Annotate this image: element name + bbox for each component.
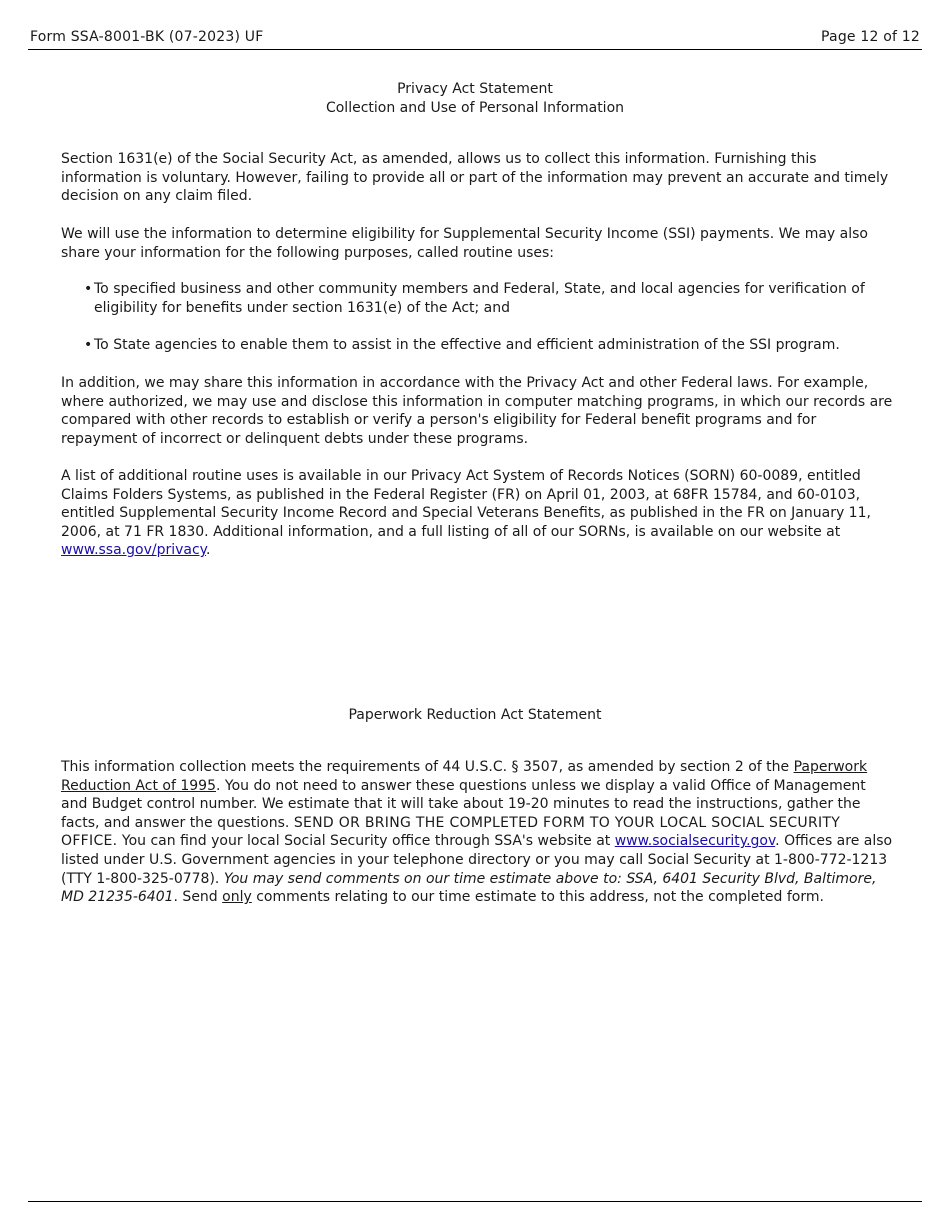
privacy-title: Privacy Act Statement [397, 81, 553, 97]
privacy-paragraph-1: Section 1631(e) of the Social Security Act, as amended, allows us to collect this information. Furnishing this information is voluntary. However, failing to provide all or part of the information may prevent an accurate and timely decision on any claim filed. [61, 151, 889, 205]
privacy-subtitle: Collection and Use of Personal Information [325, 100, 625, 116]
paperwork-paragraph [61, 758, 893, 907]
bullet-icon: • [84, 337, 93, 353]
comments-address: You may send comments on our time estimate above to: SSA, 6401 Security Blvd, Baltimore, MD 21235-6401 [61, 870, 877, 906]
paperwork-act-link[interactable]: Paperwork Reduction Act of 1995 [61, 759, 868, 794]
bullet-icon: • [84, 281, 93, 297]
pra-text-6: comments relating to our time estimate to this address, not the completed form. [256, 889, 824, 906]
privacy-paragraph-4 [61, 467, 893, 560]
routine-use-item [84, 280, 884, 317]
pra-text-1: This information collection meets the requirements of 44 U.S.C. § 3507, as amended by section 2 of the [61, 759, 790, 775]
privacy-link[interactable]: www.ssa.gov/privacy [61, 542, 206, 559]
routine-use-text: To specified business and other community members and Federal, State, and local agencies for verification of eligibility for benefits under section 1631(e) of the Act; and [94, 281, 865, 316]
routine-use-text: To State agencies to enable them to assist in the effective and efficient administration of the SSI program. [94, 337, 840, 353]
footer-rule [28, 1201, 922, 1202]
period: . [205, 542, 211, 559]
sorn-text: A list of additional routine uses is available in our Privacy Act System of Records Notices (SORN) 60-0089, entitled Claims Folders Systems, as published in the Federal Register (FR) on April 01, 2003, at 68FR 15784, and 60-0103, entitled Supplemental Security Income Record and Special Veterans Benefits, as published in the FR on January 11, 2006, at 71 FR 1830. Additional information, and a full listing of all of our SORNs, is available on our website at [61, 468, 871, 540]
pra-text-5: . Send [173, 889, 218, 906]
pra-text-2: . You do not need to answer these questions unless we display a valid Office of Management and Budget control number. We estimate that it will take about 19-20 minutes to read the instructions, gather the facts, and answer the questions. [61, 777, 866, 831]
page-header [28, 28, 922, 50]
privacy-paragraph-2: We will use the information to determine eligibility for Supplemental Security Income (SSI) payments. We may also share your information for the following purposes, called routine uses: [61, 226, 868, 261]
paperwork-title: Paperwork Reduction Act Statement [348, 707, 602, 723]
form-id: Form SSA-8001-BK (07-2023) UF [30, 29, 264, 45]
privacy-paragraph-3: In addition, we may share this information in accordance with the Privacy Act and other Federal laws. For example, where authorized, we may use and disclose this information in computer matching programs, in which our records are compared with other records to establish or verify a person's eligibility for Federal benefit programs and for repayment of incorrect or delinquent debts under these programs. [61, 375, 893, 447]
pra-text-4: . Offices are also listed under U.S. Government agencies in your telephone directory or you may call Social Security at 1-800-772-1213 (TTY 1-800-325-0778). [61, 833, 893, 887]
only-emphasis: only [222, 889, 252, 906]
routine-use-item [84, 336, 884, 355]
page-number: Page 12 of 12 [821, 29, 920, 45]
socialsecurity-link[interactable]: www.socialsecurity.gov [614, 833, 776, 850]
send-instruction: SEND OR BRING THE COMPLETED FORM TO YOUR LOCAL SOCIAL SECURITY OFFICE. [61, 814, 841, 850]
pra-text-3: You can find your local Social Security office through SSA's website at [121, 833, 611, 850]
